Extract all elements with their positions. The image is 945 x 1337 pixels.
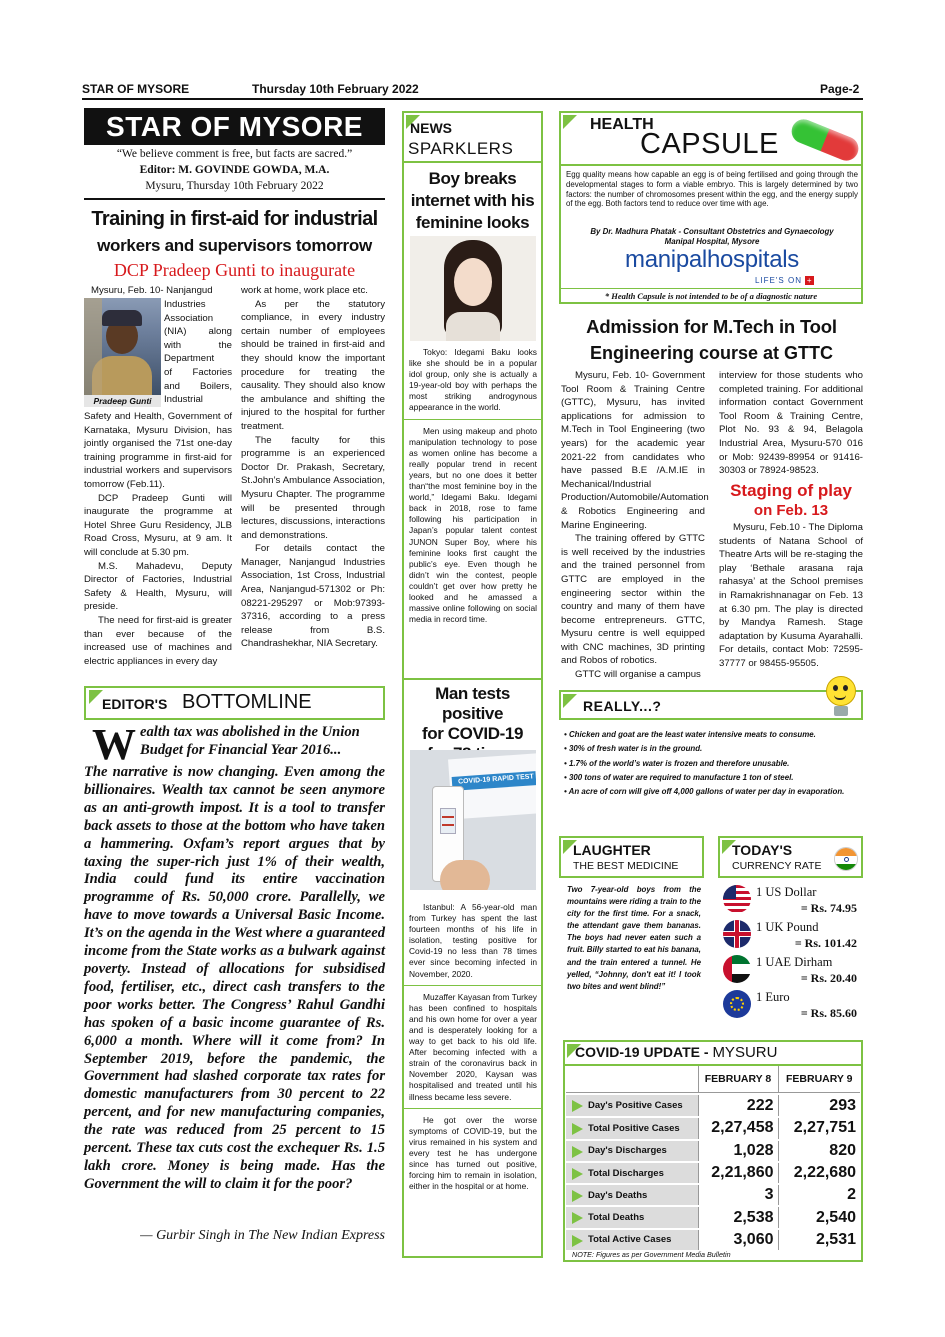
covid-value: 3,060 — [698, 1229, 778, 1251]
covid-row-label: Day's Discharges — [588, 1145, 667, 1157]
eu-flag-icon — [723, 990, 751, 1018]
currency-label-2: CURRENCY RATE — [732, 860, 822, 872]
covid-test-photo — [410, 750, 536, 890]
admission-col1-p1: Mysuru, Feb. 10- Government Tool Room & Training Centre (GTTC), Mysuru, has invited applications for admission to M.Tech in Tool Engineering (two years) for the academic year 2021-22 from candidates who have passed B.E /A.M.IE in Mechanical/Industrial Production/Automobile/Automation & Robotics Engineering and Marine Engineering. — [561, 370, 709, 531]
training-col1-body — [84, 410, 232, 668]
covid-value: 222 — [698, 1095, 778, 1117]
health-label-2: CAPSULE — [640, 128, 779, 160]
health-corner — [563, 115, 577, 129]
currency-rate: = Rs. 74.95 — [800, 901, 857, 915]
staging-head-1: Staging of play — [730, 481, 852, 500]
covid-row-label: Total Discharges — [588, 1167, 664, 1179]
covid-row — [566, 1229, 860, 1251]
bottomline-dropcap: W — [92, 720, 136, 769]
masthead-title: STAR OF MYSORE — [84, 108, 385, 145]
sparkler1-p2: Men using makeup and photo manipulation technology to pose as women online has become a really popular trend in recent years, but no one does it better than“the most feminine boy in the world,” Idegami Baku. Idegami back in 2018, rose to fame following his participation in Japan’s popular talent contest JUNON Super Boy, where his feminine looks first caught the public’s eye. Even though he didn’t win the contest, people couldn’t get over how pretty he looked and he amassed a massive online following on social media in record time. — [409, 425, 537, 625]
india-flag-icon — [834, 847, 858, 871]
really-item: • Chicken and goat are the least water intensive meats to consume. — [564, 730, 816, 739]
admission-col1-p3: GTTC will organise a campus — [575, 669, 701, 681]
really-list — [562, 729, 862, 797]
sparklers-label-2: SPARKLERS — [408, 139, 514, 158]
lead-line: and Boilers, — [164, 380, 232, 392]
really-corner — [563, 694, 577, 708]
health-text: Egg quality means how capable an egg is of being fertilised and going through the developmental stages to form a viable embryo. This is largely determined by two factors: the number of chromosomes present within the egg, and the energy supply of the egg. Both factors tend to reduce over time with age. — [566, 170, 858, 209]
masthead-dateline: Mysuru, Thursday 10th February 2022 — [145, 180, 324, 192]
training-col1-lead — [91, 284, 232, 298]
currency-name: 1 UK Pound — [756, 920, 819, 934]
covid-label — [575, 1044, 777, 1061]
admission-head-1: Admission for M.Tech in Tool — [586, 316, 837, 337]
covid-label-light: MYSURU — [712, 1044, 778, 1061]
covid-value: 2 — [778, 1184, 860, 1206]
covid-row-label: Total Active Cases — [588, 1234, 672, 1246]
bottomline-body: The narrative is now changing. Even among the billionaires. Wealth tax cannot be seen anymore as an anti-growth impost. It is a tool to transfer back assets to those at the bottom who have taken a hammering. Oxfam’s report argues that by taxing the super-rich just 1% of their wealth, India could fund its entire vaccination programme of Rs. 50,000 crore. Parallelly, we have to move towards a Universal Basic Income. It’s on the agenda in the West where a guaranteed income from the State works as a bulwark against poverty. Instead of allocations for subsidised food, fertiliser, etc., direct cash transfers to the poor works better. The Congress’ Rahul Gandhi has spoken of a basic income guarantee of Rs. 6,000 a month. Where will it come from? In September 2019, before the pandemic, the Government had slashed corporate tax rates for domestic manufacturers from 30 percent to 22 percent, and for new manufacturing companies, the rate was reduced from 25 percent to 15 percent. These tax cuts cost the exchequer Rs. 1.5 lakh crore. Money is being made. Has the Government the will to claim it for the poor? — [84, 764, 385, 1192]
covid-row — [566, 1140, 860, 1162]
masthead-editor: Editor: M. GOVINDE GOWDA, M.A. — [139, 164, 330, 176]
currency-name: 1 UAE Dirham — [756, 955, 833, 969]
bottomline-line1: ealth tax was abolished in the Union — [140, 724, 360, 740]
currency-label-1: TODAY'S — [732, 842, 793, 858]
covid-row — [566, 1095, 860, 1117]
admission-head-2: Engineering course at GTTC — [589, 343, 834, 363]
covid-label-bold: COVID-19 UPDATE - — [575, 1044, 709, 1060]
photo-caption: Pradeep Gunti — [84, 395, 161, 407]
manipal-tagline-text: LIFE'S ON — [755, 276, 802, 285]
covid-note: NOTE: Figures as per Government Media Bulletin — [572, 1250, 731, 1259]
lead-line: Industries — [164, 299, 206, 310]
laughter-text: Two 7-year-old boys from the mountains were riding a train to the city for the first time. For a snack, the attendant gave them bananas. The boys had never eaten such a fruit. Billy started to eat his banana, and the train entered a tunnel. He yelled, “Johnny, don't eat it! I took two bites and went blind!” — [567, 885, 701, 991]
lead-line: (NIA) along — [164, 326, 232, 338]
really-item: • 300 tons of water are required to manufacture 1 ton of steel. — [564, 772, 794, 782]
training-col2-p4: For details contact the Manager, Nanjangud Industries Association, 1st Cross, Industrial Area, Nanjangud-571302 or Ph: 08221-295297 or Mob:97393-37316, according to a press release from B.S. Chandrashekhar, NIA Secretary. — [241, 543, 385, 650]
covid-value: 1,028 — [698, 1140, 778, 1162]
uae-flag-icon — [723, 955, 751, 983]
currency-row-gbp — [718, 917, 863, 951]
sparkler2-p1: Istanbul: A 56-year-old man from Turkey has spent the last fourteen months of his life in isolation, testing positive for Covid-19 no less than 78 times ever since becoming infected in November, 2020. — [409, 902, 537, 979]
arrow-right-icon — [572, 1100, 583, 1112]
arrow-right-icon — [572, 1168, 583, 1180]
sparkler2-p3: He got over the worse symptoms of COVID-19, but the virus remained in his system and every test he has undergone since has turned out positive, forcing him to remain in isolation, either in the hospital or at home. — [409, 1114, 537, 1192]
covid-value: 3 — [698, 1184, 778, 1206]
covid-row — [566, 1184, 860, 1206]
staging-head-2: on Feb. 13 — [753, 502, 829, 519]
covid-value: 820 — [778, 1140, 860, 1162]
covid-row — [566, 1117, 860, 1139]
laughter-label-2: THE BEST MEDICINE — [573, 860, 679, 872]
training-col2-p1: work at home, work place etc. — [241, 285, 368, 296]
sparkler1-headline — [404, 168, 541, 234]
header-rule — [82, 98, 863, 100]
bottomline-byline: — Gurbir Singh in The New Indian Express — [140, 1228, 385, 1243]
idegami-baku-photo — [410, 236, 536, 341]
training-col1-p3: M.S. Mahadevu, Deputy Director of Factories, Industrial Safety & Health, Mysuru, will preside. — [84, 560, 232, 613]
sparkler2-head-line: for COVID-19 — [422, 724, 523, 743]
lead-line: with the — [164, 339, 232, 351]
sparkler2-body — [409, 902, 537, 1192]
uk-flag-icon — [723, 920, 751, 948]
covid-row — [566, 1206, 860, 1228]
manipal-logo: manipalhospitals — [625, 246, 799, 273]
bottomline-text — [84, 720, 385, 1194]
covid-row-label: Day's Deaths — [588, 1189, 648, 1201]
training-col2-p3: The faculty for this programme is an experienced Doctor Dr. Prakash, Secretary, St.John’s Ambulance Association, Mysuru Chapter. The programme will be presented through lectures, discussions, interactions and demonstrations. — [241, 434, 385, 541]
really-item: • 1.7% of the world’s water is frozen and therefore unusable. — [564, 758, 790, 768]
health-rule — [559, 164, 863, 166]
lead-line: Department — [164, 353, 215, 365]
plus-icon: + — [806, 276, 813, 286]
lead-line: Mysuru, Feb. 10- Nanjangud — [91, 285, 213, 296]
sparklers-rule — [402, 161, 543, 163]
sparkler2-head-line: Man tests positive — [435, 684, 510, 723]
currency-rate: = Rs. 20.40 — [800, 971, 857, 985]
covid-value: 2,22,680 — [778, 1162, 860, 1184]
currency-row-eur — [718, 987, 863, 1021]
arrow-right-icon — [572, 1212, 583, 1224]
covid-table — [566, 1066, 860, 1252]
currency-name: 1 US Dollar — [756, 885, 817, 899]
sparkler1-body — [409, 347, 537, 625]
covid-row — [566, 1162, 860, 1184]
training-col1-p1: Safety and Health, Government of Karnataka, Mysuru Division, has jointly organised the 71st one-day training programme in first-aid for industrial workers and supervisors tomorrow (Feb.11). — [84, 411, 232, 490]
covid-col-feb9: FEBRUARY 9 — [785, 1072, 853, 1085]
sparklers-label-1: NEWS — [410, 120, 452, 136]
training-headline-1: Training in first-aid for industrial — [91, 208, 378, 230]
arrow-right-icon — [572, 1123, 583, 1135]
sparkler1-head-line: feminine looks — [415, 213, 530, 232]
lead-line: Association — [164, 312, 214, 324]
training-col1-p4: The need for first-aid is greater than ever because of the increased use of machines and electric appliances in every day — [84, 614, 232, 667]
covid-value: 2,531 — [778, 1229, 860, 1251]
masthead-motto: “We believe comment is free, but facts are sacred.” — [116, 148, 353, 160]
manipal-tagline — [755, 276, 814, 285]
covid-value: 2,27,751 — [778, 1117, 860, 1139]
training-col1-p2: DCP Pradeep Gunti will inaugurate the programme at Hotel Shree Guru Residency, JLB Road Cross, Mysuru, at 9 am. It will conclude at 5.30 pm. — [84, 492, 232, 558]
currency-row-aed — [718, 952, 863, 986]
sparkler2-p2: Muzaffer Kayasan from Turkey has been confined to hospitals and his own home for over a year and is desperately looking for a way to get back to his old life. After becoming infected with a strain of the coronavirus back in November 2020, Kaysan was hospitalised and treated until his illness became less severe. — [409, 991, 537, 1102]
currency-row-usd — [718, 882, 863, 916]
admission-col2-p1: interview for those students who completed training. For additional information contact Government Tool Room & Training Centre, Plot No. 93 & 94, Belagola Industrial Area, Mysuru-570 016 or Mob: 92439-89954 or 91416-30303 or 78924-98523. — [719, 370, 863, 477]
laughter-label-box — [559, 836, 704, 878]
sparklers-mid-rule — [402, 678, 543, 680]
test-brand-text: COVID-19 RAPID TEST — [457, 773, 535, 786]
arrow-right-icon — [572, 1146, 583, 1158]
sparkler1-p1: Tokyo: Idegami Baku looks like she should be in a popular idol group, only she is actually a 19-year-old boy with perhaps the most striking androgynous appearance in the world. — [409, 347, 537, 413]
covid-table-wrap — [566, 1066, 860, 1252]
covid-row-label: Day's Positive Cases — [588, 1100, 683, 1112]
lead-line: of Factories — [164, 366, 232, 378]
really-item: • 30% of fresh water is in the ground. — [564, 744, 703, 754]
disclaimer-rule — [559, 288, 863, 289]
admission-col1 — [561, 369, 709, 682]
bottomline-line2: Budget for Financial Year 2016... — [140, 741, 342, 758]
currency-rate: = Rs. 101.42 — [794, 936, 857, 950]
covid-value: 2,540 — [778, 1206, 860, 1228]
sparkler1-head-line: internet with his — [410, 191, 535, 210]
covid-col-feb8: FEBRUARY 8 — [698, 1066, 778, 1092]
laughter-label-1: LAUGHTER — [573, 842, 651, 858]
training-col2-p2: As per the statutory compliance, in every industry certain number of employees should be trained in first-aid and they should know the important procedure for treating the causality. They should also know the ambulance and shifting the injured to the hospital for further treatment. — [241, 298, 385, 432]
currency-name: 1 Euro — [756, 990, 790, 1004]
really-label: REALLY...? — [583, 698, 662, 714]
masthead-rule — [84, 198, 385, 200]
really-item: • An acre of corn will give off 4,000 gallons of water per day in evaporation. — [564, 787, 845, 797]
covid-value: 2,538 — [698, 1206, 778, 1228]
bottomline-label-box — [84, 686, 385, 720]
health-disclaimer: * Health Capsule is not intended to be of a diagnostic nature — [604, 291, 818, 301]
bottomline-corner — [89, 690, 103, 704]
capsule-pill-icon — [786, 116, 860, 160]
bottomline-label-bold: EDITOR'S — [102, 696, 168, 712]
covid-value: 293 — [778, 1095, 860, 1117]
header-date: Thursday 10th February 2022 — [252, 82, 419, 96]
arrow-right-icon — [572, 1235, 583, 1247]
health-author-2: Manipal Hospital, Mysore — [664, 237, 760, 246]
lead-line: Industrial — [164, 394, 203, 406]
us-flag-icon — [723, 885, 751, 913]
covid-row-label: Total Deaths — [588, 1212, 645, 1224]
sparkler1-head-line: Boy breaks — [428, 169, 517, 188]
training-subhead: DCP Pradeep Gunti to inaugurate — [113, 260, 356, 280]
covid-header-row — [566, 1066, 860, 1092]
covid-value: 2,21,860 — [698, 1162, 778, 1184]
staging-body — [719, 521, 863, 671]
currency-list — [718, 882, 863, 1022]
training-col1-lead-narrow — [164, 298, 232, 407]
health-label-1: HEALTH — [590, 116, 654, 133]
admission-col1-p2: The training offered by GTTC is well received by the industries and the trained personnel from GTTC are employed in the engineering sector within the country and many of them have become entrepreneurs. GTTC, Mysuru centre is well equipped with CNC machines, 3D printing and Robos of robotics. — [561, 533, 705, 667]
bottomline-label-light: BOTTOMLINE — [182, 691, 312, 713]
health-author-1: By Dr. Madhura Phatak - Consultant Obstetrics and Gynaecology — [590, 227, 834, 236]
pradeep-gunti-photo — [84, 298, 161, 395]
covid-value: 2,27,458 — [698, 1117, 778, 1139]
currency-label-box — [718, 836, 863, 878]
admission-col2 — [719, 369, 863, 478]
currency-rate: = Rs. 85.60 — [800, 1006, 857, 1020]
training-col2-body — [241, 284, 385, 651]
really-label-box — [559, 690, 863, 720]
bulb-icon — [820, 674, 862, 722]
covid-row-label: Total Positive Cases — [588, 1122, 680, 1134]
header-page: Page-2 — [820, 82, 860, 96]
arrow-right-icon — [572, 1190, 583, 1202]
header-paper-name: STAR OF MYSORE — [82, 82, 190, 96]
training-headline-2: workers and supervisors tomorrow — [97, 236, 372, 255]
staging-p1: Mysuru, Feb.10 - The Diploma students of Natana School of Theatre Arts will be re-staging the play ‘Bethale arasana raja rahasya’ at the School premises in Ramakrishnanagar on Feb. 13 at 6.30 pm. The play is directed by Mandya Ramesh. Stage adaptation by Kusuma Ayarahalli. For details, contact Mob: 72595-37777 or 98455-95505. — [719, 522, 863, 669]
